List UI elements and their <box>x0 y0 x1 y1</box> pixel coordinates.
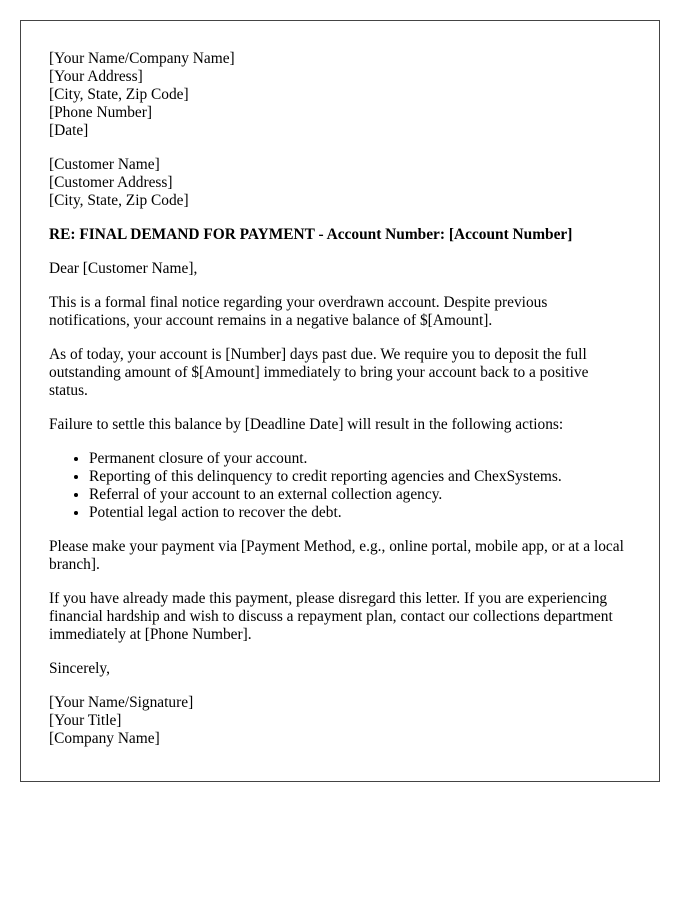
list-item: • Permanent closure of your account. <box>89 450 631 468</box>
sender-block <box>49 50 631 140</box>
signature-company: [Company Name] <box>49 730 160 747</box>
list-item: • Reporting of this delinquency to credit reporting agencies and ChexSystems. <box>89 468 631 486</box>
recipient-block <box>49 156 631 210</box>
actions-list <box>49 450 631 522</box>
list-item: • Referral of your account to an external collection agency. <box>89 486 631 504</box>
closing: Sincerely, <box>49 660 110 677</box>
sender-address: [Your Address] <box>49 68 143 85</box>
paragraph-consequences-intro: Failure to settle this balance by [Deadline Date] will result in the following actions: <box>49 416 564 433</box>
subject-line: RE: FINAL DEMAND FOR PAYMENT - Account Number: [Account Number] <box>49 226 573 243</box>
paragraph-hardship: If you have already made this payment, please disregard this letter. If you are experiencing financial hardship and wish to discuss a repayment plan, contact our collections department immediately at [Phone Number]. <box>49 590 613 643</box>
signature-title: [Your Title] <box>49 712 122 729</box>
recipient-address: [Customer Address] <box>49 174 173 191</box>
paragraph-overdrawn-notice: This is a formal final notice regarding your overdrawn account. Despite previous notifications, your account remains in a negative balance of $[Amount]. <box>49 294 548 329</box>
letter-date: [Date] <box>49 122 89 139</box>
recipient-city: [City, State, Zip Code] <box>49 192 189 209</box>
signature-name: [Your Name/Signature] <box>49 694 194 711</box>
signature-block <box>49 694 631 748</box>
sender-phone: [Phone Number] <box>49 104 153 121</box>
sender-city: [City, State, Zip Code] <box>49 86 189 103</box>
list-item: • Potential legal action to recover the debt. <box>89 504 631 522</box>
salutation: Dear [Customer Name], <box>49 260 198 277</box>
sender-name: [Your Name/Company Name] <box>49 50 235 67</box>
letter-page <box>20 20 660 782</box>
recipient-name: [Customer Name] <box>49 156 160 173</box>
paragraph-past-due: As of today, your account is [Number] days past due. We require you to deposit the full outstanding amount of $[Amount] immediately to bring your account back to a positive status. <box>49 346 589 399</box>
paragraph-payment-method: Please make your payment via [Payment Method, e.g., online portal, mobile app, or at a local branch]. <box>49 538 624 573</box>
